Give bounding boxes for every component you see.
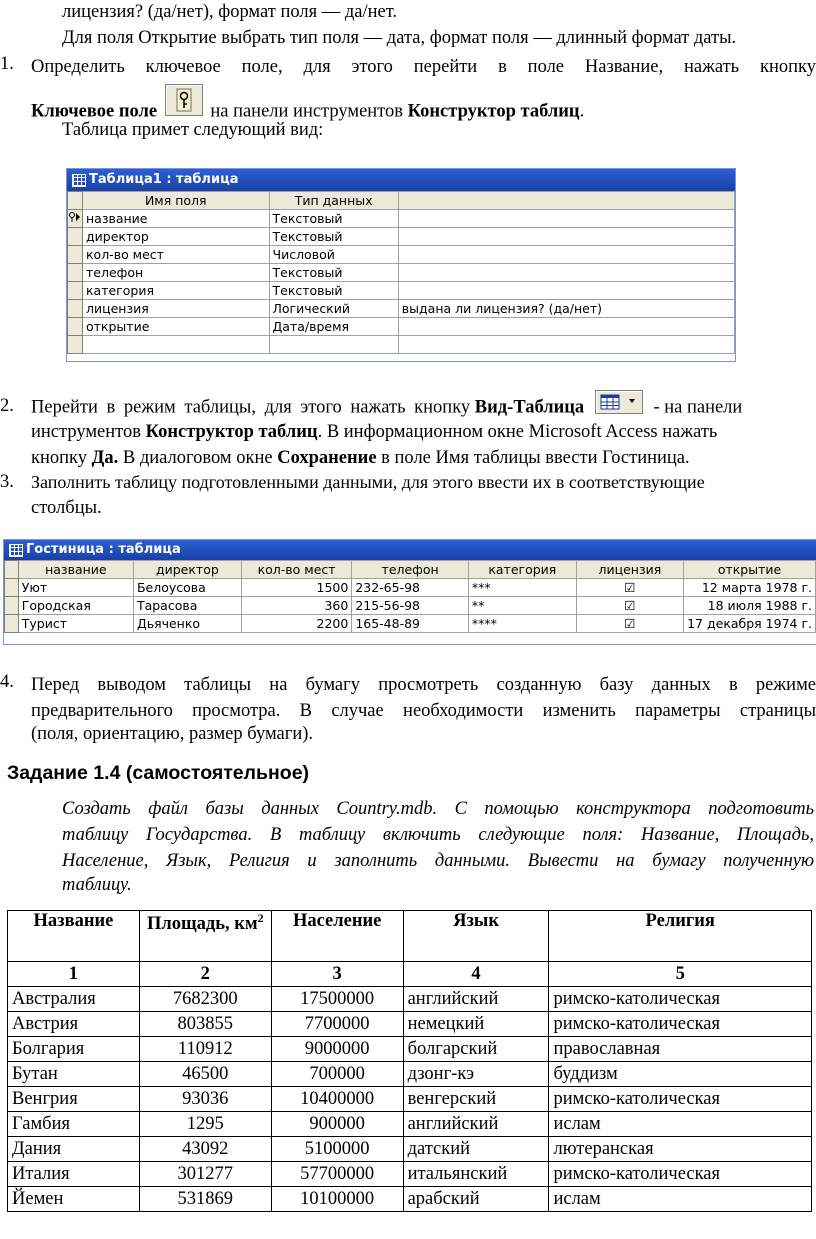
table-row <box>8 987 812 1012</box>
datasheet-window-titlebar <box>4 540 816 560</box>
select-all[interactable] <box>5 561 19 579</box>
column-header[interactable]: лицензия <box>576 561 683 579</box>
step-2-line-1: Перейти в режим таблицы, для этого нажать кнопку Вид-Таблица - на панели <box>31 396 816 420</box>
countries-table <box>7 910 812 1212</box>
column-header[interactable] <box>398 192 734 210</box>
table-row <box>8 1187 812 1212</box>
table-cell[interactable]: телефон <box>83 264 270 282</box>
table-cell[interactable]: название <box>83 210 270 228</box>
table-cell[interactable]: Тарасова <box>133 597 241 615</box>
table-row <box>68 246 735 264</box>
table-cell[interactable]: 232-65-98 <box>352 579 469 597</box>
table-cell: римско-католическая <box>549 1162 812 1187</box>
table-cell: Венгрия <box>8 1087 140 1112</box>
table-cell: 93036 <box>139 1087 271 1112</box>
column-number: 2 <box>139 962 271 987</box>
table-cell[interactable] <box>398 336 734 354</box>
table-cell[interactable]: 215-56-98 <box>352 597 469 615</box>
datasheet-header <box>5 561 816 579</box>
table-cell[interactable] <box>269 336 398 354</box>
row-selector[interactable] <box>68 336 83 354</box>
row-selector[interactable] <box>68 264 83 282</box>
table-cell: ислам <box>549 1187 812 1212</box>
task-heading: Задание 1.4 (самостоятельное) <box>7 762 310 784</box>
header-label: Население <box>292 911 382 931</box>
table-cell[interactable]: Дата/время <box>269 318 398 336</box>
table-cell[interactable]: выдана ли лицензия? (да/нет) <box>398 300 734 318</box>
table-icon <box>72 174 86 187</box>
primary-key-icon <box>68 210 82 224</box>
table-cell: 10100000 <box>271 1187 403 1212</box>
table-cell[interactable] <box>398 282 734 300</box>
table-row <box>8 1087 812 1112</box>
column-header <box>139 911 271 962</box>
step-4-line-3: (поля, ориентацию, размер бумаги). <box>31 724 314 744</box>
table-cell: 9000000 <box>271 1037 403 1062</box>
step-4-line-1: Перед выводом таблицы на бумагу просмотреть созданную базу данных в режиме <box>31 675 816 695</box>
table-cell[interactable]: 12 марта 1978 г. <box>684 579 816 597</box>
table-cell[interactable]: 2200 <box>241 615 352 633</box>
table-row <box>68 264 735 282</box>
column-number: 4 <box>403 962 549 987</box>
table-cell: буддизм <box>549 1062 812 1087</box>
table-cell[interactable] <box>83 336 270 354</box>
table-cell[interactable]: Текстовый <box>269 210 398 228</box>
table-row <box>68 282 735 300</box>
table-cell: 700000 <box>271 1062 403 1087</box>
table-cell[interactable] <box>398 210 734 228</box>
table-cell[interactable]: открытие <box>83 318 270 336</box>
table-cell: болгарский <box>403 1037 549 1062</box>
table-row <box>8 1012 812 1037</box>
column-number: 5 <box>549 962 812 987</box>
table-cell: Австралия <box>8 987 140 1012</box>
column-header[interactable]: Тип данных <box>269 192 398 210</box>
datasheet-window-title: Гостиница : таблица <box>26 542 181 557</box>
table-cell: венгерский <box>403 1087 549 1112</box>
design-grid-header <box>68 192 735 210</box>
table-row <box>8 1062 812 1087</box>
table-cell: Гамбия <box>8 1112 140 1137</box>
table-cell: 43092 <box>139 1137 271 1162</box>
task-line-3: Население, Язык, Религия и заполнить данными. Вывести на бумагу полученную <box>62 851 814 871</box>
intro-line-2: Для поля Открытие выбрать тип поля — дата, формат поля — длинный формат даты. <box>62 28 737 48</box>
table-cell[interactable]: **** <box>468 615 576 633</box>
step-2-line-3: кнопку Да. В диалоговом окне Сохранение в поле Имя таблицы ввести Гостиница. <box>31 448 690 468</box>
task-line-1: Создать файл базы данных Country.mdb. С помощью конструктора подготовить <box>62 799 814 819</box>
table-cell: лютеранская <box>549 1137 812 1162</box>
table-cell[interactable]: лицензия <box>83 300 270 318</box>
table-row <box>68 318 735 336</box>
table-cell: православная <box>549 1037 812 1062</box>
table-cell[interactable] <box>398 228 734 246</box>
step-3-line-1: Заполнить таблицу подготовленными данными, для этого ввести их в соответствующие <box>31 472 705 492</box>
column-header[interactable]: категория <box>468 561 576 579</box>
table-cell: Австрия <box>8 1012 140 1037</box>
table-cell: римско-католическая <box>549 1087 812 1112</box>
table-row <box>5 597 816 615</box>
license-checkbox[interactable]: ☑ <box>576 579 683 597</box>
datasheet-view-icon <box>596 391 642 413</box>
table-cell: арабский <box>403 1187 549 1212</box>
intro-line-1: лицензия? (да/нет), формат поля — да/нет. <box>62 2 398 22</box>
table-cell[interactable]: Белоусова <box>133 579 241 597</box>
table-cell[interactable]: 18 июля 1988 г. <box>684 597 816 615</box>
column-header[interactable]: кол-во мест <box>241 561 352 579</box>
step-4-number: 4. <box>0 672 14 692</box>
table-cell: Дания <box>8 1137 140 1162</box>
column-header[interactable]: название <box>18 561 133 579</box>
column-header <box>8 911 140 962</box>
table-cell: итальянский <box>403 1162 549 1187</box>
table-cell: Болгария <box>8 1037 140 1062</box>
column-header <box>271 911 403 962</box>
table-row <box>5 579 816 597</box>
empty-row <box>68 336 735 354</box>
row-selector[interactable] <box>68 318 83 336</box>
table-cell: 803855 <box>139 1012 271 1037</box>
table-row <box>8 1112 812 1137</box>
table-cell: 7682300 <box>139 987 271 1012</box>
table-cell: 5100000 <box>271 1137 403 1162</box>
table-row <box>8 1137 812 1162</box>
table-cell[interactable]: ** <box>468 597 576 615</box>
column-header <box>403 911 549 962</box>
step-1-number: 1. <box>0 54 14 74</box>
column-header <box>549 911 812 962</box>
row-selector[interactable] <box>5 615 19 633</box>
table-row <box>8 1162 812 1187</box>
step-3-line-2: столбцы. <box>31 498 102 518</box>
table-cell[interactable]: Турист <box>18 615 133 633</box>
table-cell[interactable]: 165-48-89 <box>352 615 469 633</box>
key-icon <box>166 85 202 115</box>
row-selector[interactable] <box>5 597 19 615</box>
table-cell[interactable]: Текстовый <box>269 228 398 246</box>
table-cell: Йемен <box>8 1187 140 1212</box>
header-label: Религия <box>645 911 715 931</box>
datasheet-grid <box>4 560 816 633</box>
table-cell: 301277 <box>139 1162 271 1187</box>
row-selector[interactable] <box>68 210 83 228</box>
table-cell[interactable] <box>398 318 734 336</box>
step-3-number: 3. <box>0 472 14 492</box>
design-window-title: Таблица1 : таблица <box>89 172 239 187</box>
table-cell[interactable]: Уют <box>18 579 133 597</box>
table-cell: 531869 <box>139 1187 271 1212</box>
step-4-line-2: предварительного просмотра. В случае необходимости изменить параметры страницы <box>31 701 816 721</box>
table-cell: 17500000 <box>271 987 403 1012</box>
table-cell: 7700000 <box>271 1012 403 1037</box>
table-cell[interactable]: 17 декабря 1974 г. <box>684 615 816 633</box>
table-cell[interactable]: кол-во мест <box>83 246 270 264</box>
table-cell: английский <box>403 1112 549 1137</box>
table-row <box>68 300 735 318</box>
table-cell: 57700000 <box>271 1162 403 1187</box>
table-cell: 900000 <box>271 1112 403 1137</box>
step-1-line-1: Определить ключевое поле, для этого перейти в поле Название, нажать кнопку <box>31 57 816 77</box>
table-cell[interactable]: *** <box>468 579 576 597</box>
row-selector[interactable] <box>68 300 83 318</box>
table-row <box>8 1037 812 1062</box>
table-cell[interactable]: Дьяченко <box>133 615 241 633</box>
table-row <box>5 615 816 633</box>
table-icon <box>9 544 23 557</box>
row-selector[interactable] <box>68 192 83 210</box>
table-cell: английский <box>403 987 549 1012</box>
header-label: Название <box>33 911 114 931</box>
table-cell[interactable]: Текстовый <box>269 282 398 300</box>
row-selector[interactable] <box>5 579 19 597</box>
design-window <box>66 168 736 362</box>
table-cell: 1295 <box>139 1112 271 1137</box>
countries-header <box>8 911 812 962</box>
area-unit-superscript: 2 <box>257 911 264 925</box>
table-row <box>68 228 735 246</box>
key-field-button[interactable] <box>165 84 203 116</box>
table-row <box>68 210 735 228</box>
table-cell: датский <box>403 1137 549 1162</box>
row-selector[interactable] <box>68 228 83 246</box>
table-cell: 10400000 <box>271 1087 403 1112</box>
column-number: 1 <box>8 962 140 987</box>
column-header[interactable]: Имя поля <box>83 192 270 210</box>
design-window-titlebar <box>67 169 735 191</box>
table-cell: римско-католическая <box>549 1012 812 1037</box>
task-line-2: таблицу Государства. В таблицу включить следующие поля: Название, Площадь, <box>62 825 814 845</box>
step-1-line-3: Таблица примет следующий вид: <box>62 120 324 140</box>
header-label: Язык <box>453 911 499 931</box>
step-1-line-2: Ключевое поле на панели инструментов Конструктор таблиц. <box>31 96 584 128</box>
task-line-4: таблицу. <box>62 875 132 895</box>
column-number: 3 <box>271 962 403 987</box>
table-cell[interactable]: Логический <box>269 300 398 318</box>
license-checkbox[interactable]: ☑ <box>576 615 683 633</box>
table-cell: немецкий <box>403 1012 549 1037</box>
step-2-number: 2. <box>0 396 14 416</box>
table-cell[interactable]: 360 <box>241 597 352 615</box>
column-header[interactable]: директор <box>133 561 241 579</box>
view-table-button[interactable] <box>595 390 643 414</box>
license-checkbox[interactable]: ☑ <box>576 597 683 615</box>
table-cell[interactable]: категория <box>83 282 270 300</box>
design-grid <box>67 191 735 354</box>
table-cell[interactable]: Городская <box>18 597 133 615</box>
column-numbers-row <box>8 962 812 987</box>
table-cell: римско-католическая <box>549 987 812 1012</box>
table-cell: ислам <box>549 1112 812 1137</box>
datasheet-window <box>3 539 816 645</box>
column-header[interactable]: открытие <box>684 561 816 579</box>
step-2-line-2: инструментов Конструктор таблиц. В информационном окне Microsoft Access нажать <box>31 422 718 442</box>
row-selector[interactable] <box>68 246 83 264</box>
header-label: Площадь, км <box>147 914 258 935</box>
table-cell: Бутан <box>8 1062 140 1087</box>
table-cell[interactable]: 1500 <box>241 579 352 597</box>
row-selector[interactable] <box>68 282 83 300</box>
table-cell: 110912 <box>139 1037 271 1062</box>
table-cell[interactable]: Числовой <box>269 246 398 264</box>
table-cell[interactable]: Текстовый <box>269 264 398 282</box>
table-cell: Италия <box>8 1162 140 1187</box>
column-header[interactable]: телефон <box>352 561 469 579</box>
table-cell: 46500 <box>139 1062 271 1087</box>
table-cell: дзонг-кэ <box>403 1062 549 1087</box>
table-cell[interactable]: директор <box>83 228 270 246</box>
table-cell[interactable] <box>398 264 734 282</box>
table-cell[interactable] <box>398 246 734 264</box>
